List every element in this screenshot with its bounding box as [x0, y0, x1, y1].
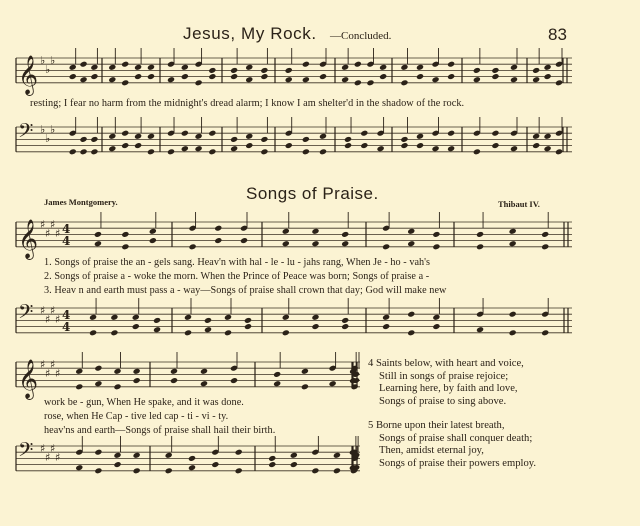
note-head — [153, 326, 161, 333]
note-head — [544, 145, 552, 152]
note-head — [532, 76, 540, 83]
key-signature-icon: ♯ — [50, 358, 56, 371]
note-head — [230, 67, 238, 74]
note-head — [134, 64, 142, 71]
time-signature: 4 — [62, 234, 71, 248]
note-head — [94, 240, 102, 247]
note-head — [268, 455, 276, 462]
note-head — [510, 145, 518, 152]
note-head — [301, 368, 309, 375]
note-head — [245, 64, 253, 71]
note-head — [473, 67, 481, 74]
note-head — [80, 136, 88, 143]
note-head — [432, 145, 440, 152]
note-head — [379, 64, 387, 71]
note-head — [110, 314, 118, 321]
system2-verse2: rose, when He Cap - tive led cap - ti - vi - ty. — [44, 411, 229, 422]
key-signature-icon: ♯ — [50, 304, 56, 317]
note-head — [432, 323, 440, 330]
note-head — [90, 73, 98, 80]
key-signature-icon: ♯ — [45, 451, 51, 464]
note-head — [302, 61, 310, 68]
note-head — [113, 383, 121, 390]
note-head — [333, 467, 341, 474]
note-head — [447, 130, 455, 137]
note-head — [80, 76, 88, 83]
note-head — [273, 380, 281, 387]
note-head — [94, 380, 102, 387]
note-head — [108, 133, 116, 140]
note-head — [510, 64, 518, 71]
note-head — [282, 329, 290, 336]
key-signature-icon: ♭ — [45, 132, 51, 145]
note-head — [165, 452, 173, 459]
note-head — [90, 136, 98, 143]
note-head — [268, 461, 276, 468]
note-head — [208, 148, 216, 155]
note-head — [170, 368, 178, 375]
note-head — [121, 142, 129, 149]
note-head — [89, 314, 97, 321]
note-head — [354, 79, 362, 86]
note-head — [341, 76, 349, 83]
note-head — [302, 148, 310, 155]
note-head — [407, 240, 415, 247]
note-head — [491, 142, 499, 149]
note-head — [541, 243, 549, 250]
note-head — [260, 148, 268, 155]
hymn1-title: Jesus, My Rock. — [183, 24, 317, 43]
note-head — [80, 61, 88, 68]
key-signature-icon: ♯ — [50, 442, 56, 455]
key-signature-icon: ♯ — [55, 451, 61, 464]
note-head — [200, 368, 208, 375]
note-head — [416, 64, 424, 71]
note-head — [75, 383, 83, 390]
note-head — [360, 142, 368, 149]
note-head — [341, 64, 349, 71]
note-head — [400, 64, 408, 71]
note-head — [113, 452, 121, 459]
note-head — [133, 452, 141, 459]
note-head — [181, 145, 189, 152]
note-head — [94, 467, 102, 474]
note-head — [149, 228, 157, 235]
note-head — [121, 130, 129, 137]
key-signature-icon: ♯ — [45, 367, 51, 380]
note-head — [90, 148, 98, 155]
note-head — [260, 67, 268, 74]
note-head — [224, 329, 232, 336]
note-head — [245, 76, 253, 83]
note-head — [555, 148, 563, 155]
note-head — [181, 130, 189, 137]
note-head — [195, 79, 203, 86]
note-head — [75, 464, 83, 471]
note-head — [285, 142, 293, 149]
note-head — [360, 130, 368, 137]
system1-verse2: 2. Songs of praise a - woke the morn. When the Prince of Peace was born; Songs of praise a - — [44, 271, 430, 282]
key-signature-icon: ♯ — [50, 218, 56, 231]
note-head — [208, 67, 216, 74]
note-head — [204, 317, 212, 324]
note-head — [69, 64, 77, 71]
key-signature-icon: ♭ — [45, 63, 51, 76]
note-head — [244, 323, 252, 330]
note-head — [541, 329, 549, 336]
system1-verse3: 3. Heav n and earth must pass a - way—Songs of praise shall crown that day; God will make new — [44, 285, 447, 296]
note-head — [94, 365, 102, 372]
note-head — [491, 67, 499, 74]
key-signature-icon: ♯ — [40, 442, 46, 455]
note-head — [473, 148, 481, 155]
key-signature-icon: ♭ — [40, 123, 46, 136]
note-head — [133, 377, 141, 384]
note-head — [167, 148, 175, 155]
note-head — [319, 148, 327, 155]
time-signature: 4 — [62, 308, 71, 322]
verse-4-line: Learning here, by faith and love, — [379, 383, 518, 395]
note-head — [544, 133, 552, 140]
note-head — [416, 73, 424, 80]
treble-clef-icon: 𝄞 — [18, 54, 39, 95]
key-signature-icon: ♯ — [55, 227, 61, 240]
note-head — [341, 323, 349, 330]
note-head — [200, 380, 208, 387]
verse-4-line: Songs of praise to sing above. — [379, 395, 507, 407]
note-head — [509, 228, 517, 235]
note-head — [509, 329, 517, 336]
note-head — [282, 228, 290, 235]
note-head — [235, 449, 243, 456]
note-head — [224, 314, 232, 321]
note-head — [344, 136, 352, 143]
note-head — [94, 231, 102, 238]
note-head — [432, 231, 440, 238]
note-head — [184, 329, 192, 336]
hymn2-title: Songs of Praise. — [246, 184, 379, 203]
note-head — [110, 329, 118, 336]
treble-clef-icon: 𝄞 — [18, 358, 39, 399]
time-signature: 4 — [62, 320, 71, 334]
note-head — [311, 314, 319, 321]
note-head — [432, 243, 440, 250]
note-head — [181, 73, 189, 80]
note-head — [311, 240, 319, 247]
note-head — [382, 243, 390, 250]
note-head — [181, 64, 189, 71]
key-signature-icon: ♭ — [50, 54, 56, 67]
note-head — [432, 314, 440, 321]
note-head — [290, 452, 298, 459]
bass-clef-icon: 𝄢 — [18, 438, 34, 466]
note-head — [132, 314, 140, 321]
note-head — [134, 133, 142, 140]
note-head — [80, 148, 88, 155]
time-signature: 4 — [62, 222, 71, 236]
note-head — [245, 133, 253, 140]
note-head — [69, 148, 77, 155]
hymn1-concluded-note: —Concluded. — [330, 30, 392, 42]
note-head — [333, 452, 341, 459]
note-head — [407, 329, 415, 336]
note-head — [379, 73, 387, 80]
note-head — [147, 133, 155, 140]
note-head — [416, 142, 424, 149]
note-head — [476, 326, 484, 333]
note-head — [344, 142, 352, 149]
note-head — [195, 145, 203, 152]
key-signature-icon: ♯ — [55, 367, 61, 380]
note-head — [285, 67, 293, 74]
verse-5 — [368, 420, 536, 470]
note-head — [341, 240, 349, 247]
note-head — [509, 311, 517, 318]
note-head — [133, 467, 141, 474]
note-head — [113, 461, 121, 468]
note-head — [170, 377, 178, 384]
note-head — [311, 467, 319, 474]
note-head — [132, 323, 140, 330]
note-head — [113, 368, 121, 375]
note-head — [195, 133, 203, 140]
key-signature-icon: ♯ — [40, 358, 46, 371]
note-head — [491, 130, 499, 137]
note-head — [510, 76, 518, 83]
verse-4 — [368, 358, 524, 408]
note-head — [188, 455, 196, 462]
note-head — [133, 368, 141, 375]
note-head — [240, 237, 248, 244]
note-head — [382, 323, 390, 330]
note-head — [400, 79, 408, 86]
note-head — [447, 73, 455, 80]
note-head — [147, 148, 155, 155]
note-head — [230, 145, 238, 152]
note-head — [184, 314, 192, 321]
note-head — [189, 243, 197, 250]
note-head — [555, 79, 563, 86]
key-signature-icon: ♭ — [40, 54, 46, 67]
note-head — [147, 64, 155, 71]
note-head — [282, 240, 290, 247]
note-head — [285, 76, 293, 83]
note-head — [94, 449, 102, 456]
note-head — [354, 61, 362, 68]
note-head — [400, 136, 408, 143]
note-head — [407, 228, 415, 235]
note-head — [366, 79, 374, 86]
system2-verse1: work be - gun, When He spake, and it was done. — [44, 397, 244, 408]
note-head — [341, 231, 349, 238]
note-head — [235, 467, 243, 474]
note-head — [301, 383, 309, 390]
note-head — [432, 76, 440, 83]
note-head — [244, 317, 252, 324]
composer-credit: Thibaut IV. — [498, 199, 540, 209]
note-head — [532, 142, 540, 149]
note-head — [134, 142, 142, 149]
verse-5-line: 5 Borne upon their latest breath, — [368, 420, 505, 431]
note-head — [214, 237, 222, 244]
note-head — [260, 73, 268, 80]
note-head — [165, 467, 173, 474]
note-head — [108, 145, 116, 152]
key-signature-icon: ♯ — [45, 227, 51, 240]
bass-clef-icon: 𝄢 — [18, 300, 34, 328]
note-head — [108, 64, 116, 71]
note-head — [121, 61, 129, 68]
note-head — [544, 73, 552, 80]
note-head — [319, 133, 327, 140]
note-head — [532, 133, 540, 140]
note-head — [214, 225, 222, 232]
verse-4-line: 4 Saints below, with heart and voice, — [368, 358, 524, 369]
note-head — [260, 136, 268, 143]
note-head — [282, 314, 290, 321]
note-head — [509, 240, 517, 247]
verse-5-line: Songs of praise shall conquer death; — [379, 432, 533, 444]
note-head — [230, 136, 238, 143]
treble-clef-icon: 𝄞 — [18, 218, 39, 259]
note-head — [211, 461, 219, 468]
note-head — [476, 243, 484, 250]
note-head — [476, 231, 484, 238]
note-head — [89, 329, 97, 336]
note-head — [121, 231, 129, 238]
note-head — [230, 377, 238, 384]
system1-verse1: 1. Songs of praise the an - gels sang. Heav'n with hal - le - lu - jahs rang, When Je - ho - vah's — [44, 257, 431, 268]
note-head — [134, 73, 142, 80]
note-head — [273, 371, 281, 378]
note-head — [311, 228, 319, 235]
hymn1-lyric-line: resting; I fear no harm from the midnight's dread alarm; I know I am shelter'd in the shadow of the rock. — [30, 98, 465, 109]
note-head — [302, 76, 310, 83]
note-head — [208, 130, 216, 137]
note-head — [149, 237, 157, 244]
note-head — [245, 142, 253, 149]
note-head — [544, 64, 552, 71]
note-head — [204, 326, 212, 333]
note-head — [147, 73, 155, 80]
note-head — [416, 133, 424, 140]
author-credit: James Montgomery. — [44, 197, 118, 207]
bass-clef-icon: 𝄢 — [18, 119, 34, 147]
note-head — [121, 243, 129, 250]
note-head — [377, 145, 385, 152]
note-head — [121, 79, 129, 86]
page-number: 83 — [548, 25, 567, 44]
note-head — [447, 145, 455, 152]
note-head — [341, 317, 349, 324]
note-head — [319, 73, 327, 80]
note-head — [302, 136, 310, 143]
note-head — [400, 142, 408, 149]
note-head — [75, 368, 83, 375]
note-head — [90, 64, 98, 71]
note-head — [69, 73, 77, 80]
note-head — [407, 311, 415, 318]
verse-4-line: Still in songs of praise rejoice; — [379, 370, 509, 382]
note-head — [188, 464, 196, 471]
key-signature-icon: ♯ — [40, 304, 46, 317]
note-head — [311, 323, 319, 330]
key-signature-icon: ♯ — [55, 313, 61, 326]
verse-5-line: Songs of praise their powers employ. — [379, 457, 537, 469]
note-head — [329, 380, 337, 387]
note-head — [290, 461, 298, 468]
note-head — [541, 231, 549, 238]
note-head — [382, 314, 390, 321]
note-head — [532, 67, 540, 74]
note-head — [473, 76, 481, 83]
key-signature-icon: ♭ — [50, 123, 56, 136]
note-head — [153, 317, 161, 324]
note-head — [108, 76, 116, 83]
note-head — [447, 61, 455, 68]
note-head — [208, 73, 216, 80]
note-head — [491, 73, 499, 80]
note-head — [167, 76, 175, 83]
verse-5-line: Then, amidst eternal joy, — [379, 445, 484, 457]
key-signature-icon: ♯ — [40, 218, 46, 231]
key-signature-icon: ♯ — [45, 313, 51, 326]
note-head — [230, 73, 238, 80]
system2-verse3: heav'ns and earth—Songs of praise shall hail their birth. — [44, 425, 276, 436]
